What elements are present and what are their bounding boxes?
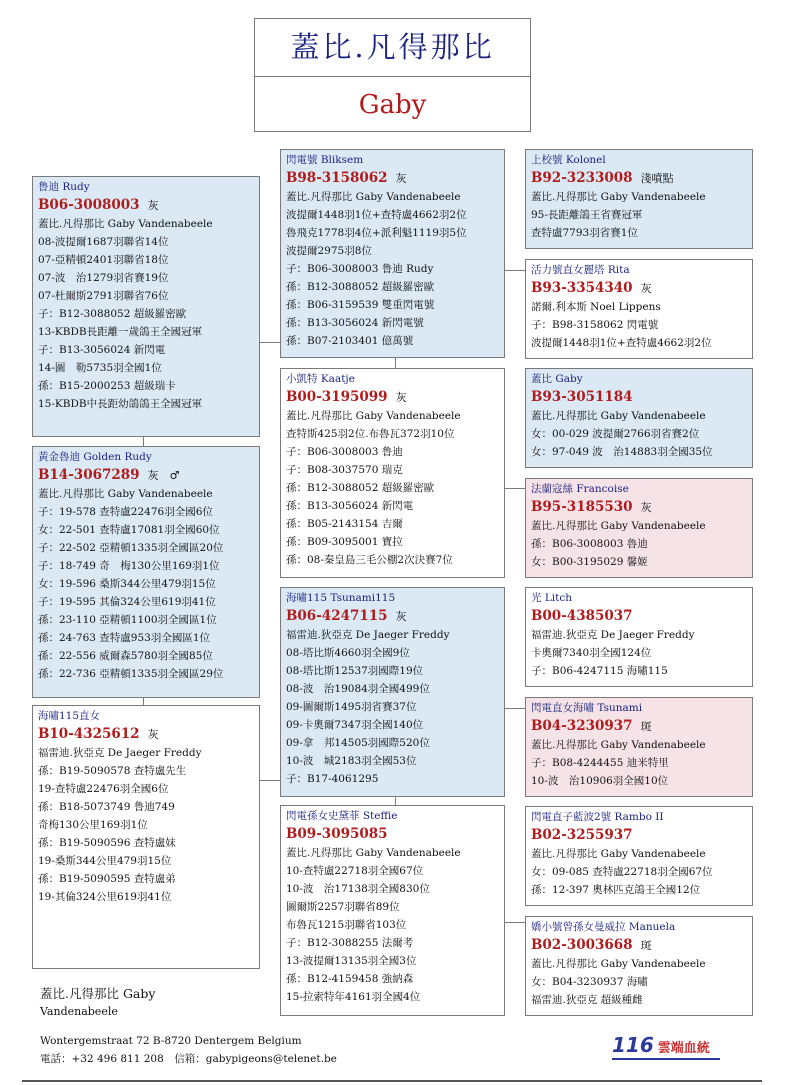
pedigree-box-ggp-3 xyxy=(525,368,753,468)
achievement-line: 孫：12-397 奧林匹克鴿王全國12位 xyxy=(531,884,701,896)
achievement-line: 08-波 治19084羽全國499位 xyxy=(286,683,430,695)
logo-text: 雲端血統 xyxy=(657,1041,710,1056)
achievement-line: 女：97-049 波 治14883羽全國35位 xyxy=(531,446,713,458)
achievement-line: 福雷迪.狄亞克 De Jaeger Freddy xyxy=(531,629,695,641)
pedigree-box-subject xyxy=(32,176,260,437)
achievement-list xyxy=(38,215,254,413)
pedigree-box-dam xyxy=(32,446,260,698)
achievement-line: 19-其倫324公里619羽41位 xyxy=(38,891,172,903)
achievement-list xyxy=(286,188,499,350)
achievement-line: 19-查特盧22476羽全國6位 xyxy=(38,783,169,795)
bird-color: 灰 xyxy=(147,199,159,212)
ring-number: B00-4385037 xyxy=(531,608,633,624)
achievement-line: 孫：B06-3159539 雙重閃電號 xyxy=(286,299,435,311)
achievement-line: 圖爾斯2257羽聯省89位 xyxy=(286,901,400,913)
pedigree-box-ggp-1 xyxy=(525,149,753,249)
achievement-line: 08-塔比斯12537羽國際19位 xyxy=(286,665,424,677)
ring-number: B93-3051184 xyxy=(531,389,633,405)
connector xyxy=(505,922,525,923)
achievement-line: 子：22-502 亞精頓1335羽全國區20位 xyxy=(38,542,224,554)
achievement-list xyxy=(531,407,747,461)
bird-color: 灰 xyxy=(395,610,407,623)
achievement-line: 蓋比.凡得那比 Gaby Vandenabeele xyxy=(531,958,706,970)
achievement-list xyxy=(38,744,254,906)
achievement-line: 孫：22-556 威爾森5780羽全國85位 xyxy=(38,650,213,662)
pedigree-box-dam-dam xyxy=(280,805,505,1016)
ring-number: B09-3095085 xyxy=(286,826,388,842)
achievement-line: 蓋比.凡得那比 Gaby Vandenabeele xyxy=(531,191,706,203)
ring-number: B06-4247115 灰 xyxy=(286,608,407,624)
logo-number: 116 xyxy=(612,1033,654,1057)
bird-name: 鲁迪 Rudy xyxy=(38,181,90,193)
pedigree-box-dam-sire xyxy=(280,587,505,797)
achievement-list xyxy=(286,407,499,569)
bird-color: 灰 xyxy=(640,282,652,295)
connector xyxy=(395,358,396,368)
achievement-line: 孫：B12-3088052 超級羅密歐 xyxy=(286,281,435,293)
ring-number: B00-3195099 灰 xyxy=(286,389,407,405)
achievement-line: 福雷迪.狄亞克 De Jaeger Freddy xyxy=(38,747,202,759)
bird-name: 活力號直女麗塔 Rita xyxy=(531,264,630,276)
bird-name: 小凱特 Kaatje xyxy=(286,373,355,385)
title-box xyxy=(254,18,531,132)
achievement-list xyxy=(531,736,747,790)
bird-color: 灰 xyxy=(147,728,159,741)
bird-color: 灰 xyxy=(395,391,407,404)
achievement-line: 蓋比.凡得那比 Gaby Vandenabeele xyxy=(531,739,706,751)
ring-number: B14-3067289 灰 ♂ xyxy=(38,467,180,483)
achievement-line: 福雷迪.狄亞克 超級種雌 xyxy=(531,994,643,1006)
pedigree-box-ggp-2 xyxy=(525,259,753,359)
bird-color: 灰 xyxy=(395,172,407,185)
achievement-line: 08-波提爾1687羽聯省14位 xyxy=(38,236,169,248)
achievement-line: 09-卡奧爾7347羽全國140位 xyxy=(286,719,424,731)
achievement-line: 孫：B18-5073749 鲁迪749 xyxy=(38,801,175,813)
achievement-line: 孫：B12-3088052 超級羅密歐 xyxy=(286,482,435,494)
bird-name: 嬌小號曾孫女曼威拉 Manuela xyxy=(531,921,676,933)
achievement-line: 孫：B19-5090578 查特盧先生 xyxy=(38,765,187,777)
achievement-line: 蓋比.凡得那比 Gaby Vandenabeele xyxy=(531,520,706,532)
achievement-line: 女：00-029 波提爾2766羽省賽2位 xyxy=(531,428,700,440)
achievement-line: 07-亞精頓2401羽聯省18位 xyxy=(38,254,169,266)
achievement-line: 13-波提爾13135羽全國3位 xyxy=(286,955,417,967)
breeder-name-line1: 蓋比.凡得那比 Gaby xyxy=(40,986,156,1001)
achievement-line: 09-拿 邦14505羽國際520位 xyxy=(286,737,430,749)
bird-name: 閃電號 Bliksem xyxy=(286,154,364,166)
achievement-line: 諾爾.利本斯 Noel Lippens xyxy=(531,301,661,313)
achievement-line: 15-KBDB中長距幼鴿鴿王全國冠軍 xyxy=(38,398,203,410)
achievement-line: 孫：B12-4159458 強納森 xyxy=(286,973,414,985)
achievement-line: 15-拉索特年4161羽全國4位 xyxy=(286,991,421,1003)
achievement-line: 卡奧爾7340羽全國124位 xyxy=(531,647,652,659)
achievement-line: 女：22-501 查特盧17081羽全國60位 xyxy=(38,524,220,536)
achievement-line: 10-波 城2183羽全國53位 xyxy=(286,755,417,767)
achievement-line: 19-桑斯344公里479羽15位 xyxy=(38,855,172,867)
achievement-list xyxy=(531,845,747,899)
logo xyxy=(612,1033,722,1057)
achievement-line: 孫：B09-3095001 寶拉 xyxy=(286,536,403,548)
achievement-line: 子：B12-3088052 超級羅密歐 xyxy=(38,308,187,320)
address: Wontergemstraat 72 B-8720 Dentergem Belgium xyxy=(40,1035,302,1047)
achievement-line: 波提爾1448羽1位+查特盧4662羽2位 xyxy=(531,337,712,349)
achievement-line: 查特斯425羽2位.布魯瓦372羽10位 xyxy=(286,428,455,440)
achievement-list xyxy=(531,517,747,571)
connector xyxy=(505,270,525,271)
achievement-line: 波提爾1448羽1位+查特盧4662羽2位 xyxy=(286,209,467,221)
achievement-line: 子：B06-3008003 鲁迪 xyxy=(286,446,403,458)
bird-color: 斑 xyxy=(640,720,652,733)
bird-name: 法蘭寇絲 Francoise xyxy=(531,483,629,495)
achievement-line: 子：19-595 其倫324公里619羽41位 xyxy=(38,596,216,608)
bird-color: 斑 xyxy=(640,939,652,952)
achievement-line: 14-圖 勒5735羽全國1位 xyxy=(38,362,162,374)
achievement-line: 10-查特盧22718羽全國67位 xyxy=(286,865,424,877)
achievement-line: 查特盧7793羽省賽1位 xyxy=(531,227,638,239)
connector xyxy=(395,797,396,805)
achievement-list xyxy=(286,844,499,1006)
achievement-list xyxy=(531,955,747,1009)
achievement-line: 孫：24-763 查特盧953羽全國區1位 xyxy=(38,632,211,644)
achievement-list xyxy=(531,626,747,680)
ring-number: B10-4325612 灰 xyxy=(38,726,159,742)
achievement-line: 蓋比.凡得那比 Gaby Vandenabeele xyxy=(286,847,461,859)
achievement-list xyxy=(38,485,254,683)
ring-number: B98-3158062 灰 xyxy=(286,170,407,186)
achievement-list xyxy=(531,188,747,242)
achievement-line: 子：B06-4247115 海嘯115 xyxy=(531,665,668,677)
pedigree-box-third xyxy=(32,705,260,969)
achievement-line: 13-KBDB長距離一歲鴿王全國冠軍 xyxy=(38,326,203,338)
ring-number: B95-3185530 灰 xyxy=(531,499,652,515)
achievement-list xyxy=(286,626,499,788)
ring-number: B04-3230937 斑 xyxy=(531,718,652,734)
achievement-line: 10-波 治17138羽全國830位 xyxy=(286,883,430,895)
ring-number: B06-3008003 灰 xyxy=(38,197,159,213)
pedigree-box-ggp-4 xyxy=(525,478,753,578)
ring-number: B92-3233008 淺噴點 xyxy=(531,170,674,186)
achievement-line: 子：B06-3008003 鲁迪 Rudy xyxy=(286,263,434,275)
bottom-rule xyxy=(22,1080,762,1082)
achievement-line: 女：19-596 桑斯344公里479羽15位 xyxy=(38,578,216,590)
achievement-line: 女：B00-3195029 馨姬 xyxy=(531,556,648,568)
achievement-line: 孫：B19-5090596 查特盧妹 xyxy=(38,837,176,849)
achievement-list xyxy=(531,298,747,352)
pedigree-box-sire-sire xyxy=(280,149,505,358)
achievement-line: 孫：B15-2000253 超級瑞卡 xyxy=(38,380,176,392)
pedigree-box-sire-dam xyxy=(280,368,505,578)
bird-name: 閃電直女海嘯 Tsunami xyxy=(531,702,643,714)
achievement-line: 孫：22-736 亞精頓1335羽全國區29位 xyxy=(38,668,224,680)
achievement-line: 07-杜爾斯2791羽聯省76位 xyxy=(38,290,169,302)
contact-info: 電話：+32 496 811 208 信箱：gabypigeons@telenet.be xyxy=(40,1053,337,1065)
logo-underline xyxy=(612,1058,720,1060)
achievement-line: 魯飛克1778羽4位+派利魁1119羽5位 xyxy=(286,227,467,239)
achievement-line: 95-長距離鴿王省賽冠軍 xyxy=(531,209,643,221)
bird-color: 灰 ♂ xyxy=(147,469,180,482)
breeder-name xyxy=(40,985,155,1021)
achievement-line: 孫：B13-3056024 新閃電 xyxy=(286,500,414,512)
achievement-line: 奇梅130公里169羽1位 xyxy=(38,819,148,831)
ring-number: B93-3354340 灰 xyxy=(531,280,652,296)
achievement-line: 孫：B19-5090595 查特盧弟 xyxy=(38,873,176,885)
contact-block xyxy=(40,1032,337,1068)
achievement-line: 孫：B13-3056024 新閃電號 xyxy=(286,317,424,329)
achievement-line: 孫：B07-2103401 億萬號 xyxy=(286,335,414,347)
pedigree-box-ggp-6 xyxy=(525,697,753,797)
achievement-line: 孫：B05-2143154 吉爾 xyxy=(286,518,403,530)
achievement-line: 蓋比.凡得那比 Gaby Vandenabeele xyxy=(286,191,461,203)
achievement-line: 蓋比.凡得那比 Gaby Vandenabeele xyxy=(38,488,213,500)
achievement-line: 孫：B06-3008003 魯迪 xyxy=(531,538,648,550)
bird-name: 閃電孫女史黛菲 Steffie xyxy=(286,810,398,822)
breeder-name-line2: Vandenabeele xyxy=(40,1005,118,1018)
achievement-line: 蓋比.凡得那比 Gaby Vandenabeele xyxy=(531,410,706,422)
achievement-line: 孫：08-秦皇島三毛公棚2次決賽7位 xyxy=(286,554,453,566)
achievement-line: 孫：23-110 亞精頓1100羽全國區1位 xyxy=(38,614,217,626)
achievement-line: 蓋比.凡得那比 Gaby Vandenabeele xyxy=(38,218,213,230)
achievement-line: 子：B98-3158062 閃電號 xyxy=(531,319,659,331)
pedigree-box-ggp-8 xyxy=(525,916,753,1016)
achievement-line: 子：B13-3056024 新閃電 xyxy=(38,344,166,356)
pedigree-box-ggp-7 xyxy=(525,806,753,906)
bird-name: 閃電直子藍波2號 Rambo II xyxy=(531,811,664,823)
achievement-line: 蓋比.凡得那比 Gaby Vandenabeele xyxy=(286,410,461,422)
achievement-line: 波提爾2975羽8位 xyxy=(286,245,372,257)
bird-name: 海嘯115 Tsunami115 xyxy=(286,592,396,604)
achievement-line: 09-圖爾斯1495羽省賽37位 xyxy=(286,701,417,713)
achievement-line: 07-波 治1279羽省賽19位 xyxy=(38,272,169,284)
achievement-line: 子：B17-4061295 xyxy=(286,773,379,785)
achievement-line: 子：B08-3037570 瑞克 xyxy=(286,464,403,476)
ring-number: B02-3003668 斑 xyxy=(531,937,652,953)
achievement-line: 蓋比.凡得那比 Gaby Vandenabeele xyxy=(531,848,706,860)
title-chinese: 蓋比.凡得那比 xyxy=(255,19,530,77)
pedigree-box-ggp-5 xyxy=(525,587,753,687)
bird-name: 海嘯115直女 xyxy=(38,710,101,722)
connector xyxy=(143,436,144,446)
bird-name: 蓋比 Gaby xyxy=(531,373,583,385)
connector xyxy=(143,697,144,705)
achievement-line: 布魯瓦1215羽聯省103位 xyxy=(286,919,407,931)
connector xyxy=(260,780,280,781)
bird-name: 光 Litch xyxy=(531,592,573,604)
bird-color: 灰 xyxy=(640,501,652,514)
connector xyxy=(505,708,525,709)
achievement-line: 福雷迪.狄亞克 De Jaeger Freddy xyxy=(286,629,450,641)
achievement-line: 子：B12-3088255 法爾考 xyxy=(286,937,414,949)
bird-name: 上校號 Kolonel xyxy=(531,154,606,166)
bird-color: 淺噴點 xyxy=(640,172,674,185)
bird-name: 黃金魯迪 Golden Rudy xyxy=(38,451,152,463)
achievement-line: 子：19-578 查特盧22476羽全國6位 xyxy=(38,506,213,518)
connector xyxy=(505,488,525,489)
achievement-line: 子：18-749 奇 梅130公里169羽1位 xyxy=(38,560,220,572)
achievement-line: 08-塔比斯4660羽全國9位 xyxy=(286,647,410,659)
achievement-line: 女：09-085 查特盧22718羽全國67位 xyxy=(531,866,713,878)
connector xyxy=(260,342,280,343)
ring-number: B02-3255937 xyxy=(531,827,633,843)
achievement-line: 子：B08-4244455 迪米特里 xyxy=(531,757,669,769)
achievement-line: 女：B04-3230937 海嘯 xyxy=(531,976,648,988)
title-english: Gaby xyxy=(358,90,427,120)
achievement-line: 10-波 治10906羽全國10位 xyxy=(531,775,669,787)
